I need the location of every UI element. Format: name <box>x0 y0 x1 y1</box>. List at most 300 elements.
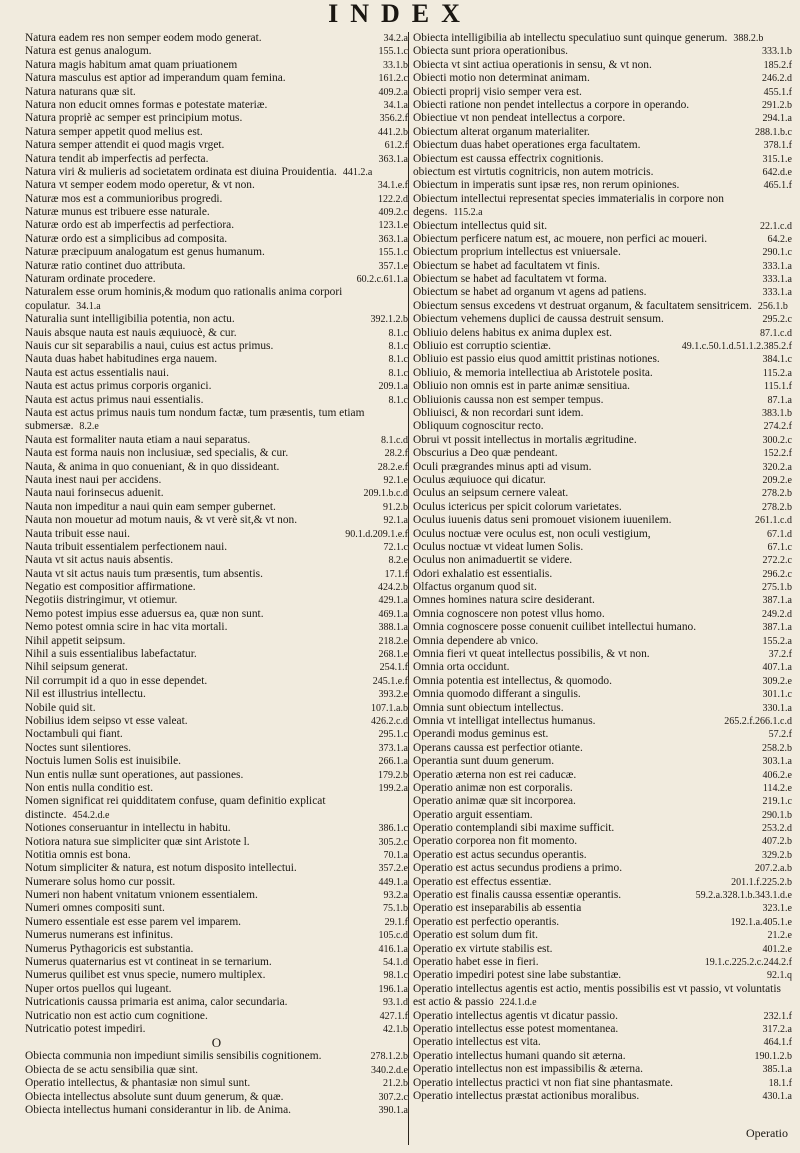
index-entry <box>25 675 408 688</box>
index-entry <box>413 1036 792 1049</box>
index-entry <box>413 394 792 407</box>
index-entry <box>413 661 792 674</box>
index-entry <box>413 112 792 125</box>
entry-reference: 123.1.e <box>378 220 408 232</box>
index-entry <box>413 300 792 313</box>
index-entry <box>25 782 408 795</box>
index-entry <box>413 407 792 420</box>
entry-term: Naturæ munus est tribuere esse naturale. <box>25 206 210 219</box>
entry-reference: 265.2.f.266.1.c.d <box>724 715 792 727</box>
entry-term: Nemo potest omnia scire in hac vita mortali. <box>25 621 228 634</box>
entry-term: Operatio habet esse in fieri. <box>412 956 539 968</box>
index-entry <box>413 822 792 835</box>
index-entry <box>25 541 408 554</box>
entry-reference: 385.1.a <box>762 1064 792 1076</box>
entry-reference: 105.c.d <box>378 930 408 942</box>
entry-term: Nil corrumpit id a quo in esse dependet. <box>25 674 208 687</box>
entry-term: Obiectum vehemens duplici de caussa destruit sensum. <box>412 313 664 326</box>
entry-term: Obiectum proprium intellectus est vniuersale. <box>412 246 621 259</box>
entry-term: Nuper ortos puellos qui lugeant. <box>25 982 172 995</box>
entry-reference: 98.1.c <box>383 970 408 982</box>
entry-term: Natura viri & mulieris ad societatem ordinata est diuina Prouidentia. <box>25 165 337 178</box>
entry-term: Notiones conseruantur in intellectu in habitu. <box>25 822 231 835</box>
index-entry <box>413 45 792 58</box>
entry-reference: 274.2.f <box>763 421 792 433</box>
entry-reference: 424.2.b <box>377 582 408 594</box>
entry-reference: 209.1.b.c.d <box>363 488 408 500</box>
index-entry <box>25 353 408 366</box>
index-entry <box>413 769 792 782</box>
index-entry <box>413 327 792 340</box>
entry-term: Odori exhalatio est essentialis. <box>412 567 553 580</box>
entry-reference: 107.1.a.b <box>371 702 408 714</box>
index-entry <box>413 1010 792 1023</box>
entry-reference: 340.2.d.e <box>371 1064 408 1076</box>
entry-reference: 21.2.b <box>382 1078 408 1090</box>
entry-reference: 409.2.a <box>378 86 408 98</box>
entry-reference: 93.2.a <box>383 890 408 902</box>
entry-reference: 209.1.a <box>378 381 408 393</box>
entry-reference: 272.2.c <box>762 555 792 567</box>
entry-reference: 201.1.f.225.2.b <box>731 876 792 888</box>
entry-reference: 28.2.e.f <box>377 461 408 473</box>
entry-reference: 307.2.c <box>378 1091 408 1103</box>
entry-reference: 29.1.f <box>384 916 408 928</box>
entry-term: Notitia omnis est bona. <box>25 848 131 861</box>
entry-reference: 373.1.a <box>378 742 408 754</box>
index-entry <box>25 380 408 393</box>
entry-reference: 301.1.c <box>762 689 792 701</box>
entry-term: Nauta non mouetur ad motum nauis, & vt verè sit,& vt non. <box>25 514 298 527</box>
entry-reference: 288.1.b.c <box>755 126 792 138</box>
entry-term: Obiecta intelligibilia ab intellectu speculatiuo sunt quinque generum. <box>412 32 728 44</box>
entry-reference: 455.1.f <box>763 86 792 98</box>
index-entry <box>413 929 792 942</box>
index-entry <box>413 1023 792 1036</box>
entry-reference: 386.1.c <box>378 823 408 835</box>
entry-reference: 320.2.a <box>762 461 792 473</box>
entry-reference: 49.1.c.50.1.d.51.1.2.385.2.f <box>681 341 792 353</box>
index-entry <box>413 487 792 500</box>
entry-term: Nihil appetit seipsum. <box>25 634 126 647</box>
entry-reference: 155.1.c <box>378 46 408 58</box>
index-entry <box>413 1063 792 1076</box>
entry-reference: 390.1.a <box>378 1104 408 1116</box>
entry-term: Operandi modus geminus est. <box>412 728 549 741</box>
entry-term: Numeri non habent vnitatum vnionem essentialem. <box>25 889 258 902</box>
entry-term: Obliquum cognoscitur recto. <box>412 420 544 433</box>
entry-reference: 115.2.a <box>762 367 792 379</box>
entry-term: Operatio est actus secundus prodiens a primo. <box>412 862 623 875</box>
entry-term: Obiectum se habet ad organum vt agens ad patiens. <box>412 286 647 299</box>
index-entry <box>25 836 408 849</box>
entry-reference: 33.1.b <box>382 59 408 71</box>
entry-term: Omnia potentia est intellectus, & quomodo. <box>412 674 612 687</box>
entry-reference: 258.2.b <box>762 742 792 754</box>
index-entry <box>413 728 792 741</box>
entry-term: Operatio arguit essentiam. <box>412 808 533 821</box>
entry-term: Numerus Pythagoricis est substantia. <box>25 942 194 955</box>
index-entry <box>413 313 792 326</box>
entry-reference: 28.2.f <box>384 448 408 460</box>
entry-reference: 93.1.d <box>382 997 408 1009</box>
entry-term: Obliuio est corruptio scientiæ. <box>412 340 551 353</box>
index-entry <box>413 983 792 1010</box>
index-entry <box>413 153 792 166</box>
entry-reference: 296.2.c <box>762 568 792 580</box>
entry-reference: 266.1.a <box>378 756 408 768</box>
index-entry <box>25 1050 408 1063</box>
entry-reference: 190.1.2.b <box>754 1050 792 1062</box>
entry-reference: 8.1.c <box>388 354 408 366</box>
entry-term: Numeri omnes compositi sunt. <box>25 902 165 915</box>
entry-reference: 401.2.e <box>762 943 792 955</box>
entry-reference: 407.2.b <box>762 836 792 848</box>
entry-term: Obliuionis caussa non est semper tempus. <box>412 393 604 406</box>
index-entry <box>25 367 408 380</box>
entry-term: Oculus ictericus per spicit colorum varietates. <box>412 500 622 513</box>
index-entry <box>413 447 792 460</box>
entry-reference: 268.1.e <box>378 649 408 661</box>
entry-term: Operantia sunt duum generum. <box>412 755 555 768</box>
entry-term: Obiecti proprij visio semper vera est. <box>412 85 582 98</box>
entry-reference: 315.1.e <box>762 153 792 165</box>
index-entry <box>413 836 792 849</box>
entry-term: Numero essentiale est esse parem vel imparem. <box>25 915 242 928</box>
index-entry <box>25 621 408 634</box>
entry-reference: 465.1.f <box>763 180 792 192</box>
entry-reference: 67.1.c <box>767 541 792 553</box>
entry-term: Natura naturans quæ sit. <box>25 85 136 98</box>
index-entry <box>25 273 408 286</box>
entry-term: Obliuio est passio eius quod amittit pristinas notiones. <box>412 353 660 366</box>
index-entry <box>25 112 408 125</box>
entry-term: Naturalia sunt intelligibilia potentia, non actu. <box>25 313 235 326</box>
entry-term: Omnia sunt obiectum intellectus. <box>412 701 564 714</box>
entry-reference: 305.2.c <box>378 836 408 848</box>
entry-reference: 18.1.f <box>768 1077 792 1089</box>
entry-reference: 75.1.b <box>382 903 408 915</box>
index-entry <box>413 594 792 607</box>
entry-term: Obiecta sunt priora operationibus. <box>412 45 568 58</box>
index-entry <box>25 916 408 929</box>
entry-term: Operatio est solum dum fit. <box>412 929 538 942</box>
index-entry <box>25 1010 408 1023</box>
index-entry <box>413 1050 792 1063</box>
entry-reference: 464.1.f <box>763 1037 792 1049</box>
entry-term: Obiectum est caussa effectrix cognitionis. <box>412 152 604 165</box>
entry-term: Operatio intellectus humani quando sit æterna. <box>412 1049 626 1062</box>
index-entry <box>25 769 408 782</box>
entry-term: Nobile quid sit. <box>25 701 96 714</box>
entry-reference: 209.2.e <box>762 474 792 486</box>
index-entry <box>25 702 408 715</box>
entry-reference: 407.1.a <box>762 662 792 674</box>
entry-reference: 34.1.e.f <box>377 180 408 192</box>
index-entry <box>25 635 408 648</box>
entry-term: Nauta est actus primus nauis tum nondum factæ, tum præsentis, tum etiam submersæ. <box>25 406 365 433</box>
entry-term: Naturæ ratio continet duo attributa. <box>25 259 186 272</box>
entry-term: Naturæ mos est a communioribus progredi. <box>25 192 223 205</box>
entry-reference: 72.1.c <box>383 541 408 553</box>
entry-reference: 454.2.d.e <box>72 809 110 821</box>
entry-reference: 357.1.e <box>378 260 408 272</box>
entry-reference: 224.1.d.e <box>499 997 537 1009</box>
index-entry <box>413 72 792 85</box>
index-entry <box>25 233 408 246</box>
index-entry <box>413 943 792 956</box>
index-entry <box>25 461 408 474</box>
entry-term: Natura vt semper eodem modo operetur, & vt non. <box>25 179 255 192</box>
entry-term: Operatio intellectus agentis est actio, mentis possibilis est vt passio, vt voluntatis est actio & passio <box>412 982 781 1009</box>
index-entry <box>25 1104 408 1117</box>
entry-reference: 384.1.c <box>762 354 792 366</box>
entry-term: Oculus noctuæ vt videat lumen Solis. <box>412 540 584 553</box>
entry-reference: 87.1.a <box>767 394 792 406</box>
index-entry <box>413 568 792 581</box>
index-entry <box>25 876 408 889</box>
entry-term: Nauta est actus primus corporis organici. <box>25 380 212 393</box>
index-entry <box>25 581 408 594</box>
entry-term: Obiectum alterat organum materialiter. <box>412 125 590 138</box>
entry-reference: 317.2.a <box>762 1023 792 1035</box>
entry-reference: 323.1.e <box>762 903 792 915</box>
entry-term: Natura semper attendit ei quod magis vrget. <box>25 139 225 152</box>
entry-reference: 155.1.c <box>378 247 408 259</box>
index-entry <box>413 969 792 982</box>
entry-term: Operatio est perfectio operantis. <box>412 915 560 928</box>
entry-term: Omnia cognoscere posse conuenit cuilibet intellectui humano. <box>412 621 697 634</box>
index-entry <box>413 420 792 433</box>
entry-term: Nauis cur sit separabilis a naui, cuius est actus primus. <box>25 340 274 353</box>
index-entry <box>25 219 408 232</box>
entry-reference: 185.2.f <box>763 59 792 71</box>
entry-reference: 303.1.a <box>762 756 792 768</box>
entry-reference: 114.2.e <box>762 782 792 794</box>
entry-reference: 8.1.c.d <box>381 434 408 446</box>
index-entry <box>413 956 792 969</box>
index-entry <box>25 969 408 982</box>
index-entry <box>413 139 792 152</box>
index-entry <box>413 795 792 808</box>
entry-term: Nil est illustrius intellectu. <box>25 688 146 701</box>
entry-term: Nihil a suis essentialibus labefactatur. <box>25 648 197 661</box>
entry-reference: 429.1.a <box>378 595 408 607</box>
index-entry <box>25 1091 408 1104</box>
index-entry <box>413 367 792 380</box>
entry-term: Obiectum sensus excedens vt destruat organum, & facultatem sensitricem. <box>412 299 752 312</box>
entry-term: Operatio contemplandi sibi maxime sufficit. <box>412 822 615 835</box>
index-entry <box>25 903 408 916</box>
entry-term: Noctes sunt silentiores. <box>25 741 131 754</box>
index-entry <box>413 59 792 72</box>
entry-reference: 363.1.a <box>378 153 408 165</box>
entry-reference: 392.1.2.b <box>370 314 408 326</box>
index-entry <box>25 1023 408 1036</box>
entry-reference: 67.1.d <box>767 528 792 540</box>
index-entry <box>25 755 408 768</box>
entry-reference: 330.1.a <box>762 702 792 714</box>
index-entry <box>25 688 408 701</box>
entry-term: Natura non educit omnes formas e potestate materiæ. <box>25 98 268 111</box>
index-entry <box>25 956 408 969</box>
entry-term: Operatio animæ non est corporalis. <box>412 781 573 794</box>
entry-term: Noctambuli qui fiant. <box>25 728 123 741</box>
entry-term: Oculus noctuæ vere oculus est, non oculi vestigium, <box>412 527 651 540</box>
entry-reference: 179.2.b <box>377 769 408 781</box>
index-entry <box>413 179 792 192</box>
entry-reference: 8.2.e <box>79 421 99 433</box>
entry-reference: 64.2.e <box>767 233 792 245</box>
index-entry <box>25 474 408 487</box>
index-entry <box>25 327 408 340</box>
entry-term: Operatio intellectus, & phantasiæ non simul sunt. <box>25 1077 251 1090</box>
entry-reference: 378.1.f <box>763 140 792 152</box>
index-entry <box>413 273 792 286</box>
index-entry <box>413 340 792 353</box>
entry-reference: 192.1.a.405.1.e <box>730 916 792 928</box>
index-entry <box>25 286 408 313</box>
index-entry <box>413 742 792 755</box>
index-entry <box>25 715 408 728</box>
entry-reference: 207.2.a.b <box>755 863 792 875</box>
index-entry <box>25 943 408 956</box>
entry-reference: 152.2.f <box>763 448 792 460</box>
entry-reference: 70.1.a <box>383 849 408 861</box>
index-entry <box>25 166 408 179</box>
index-entry <box>413 99 792 112</box>
catchword: Operatio <box>746 1126 788 1140</box>
entry-reference: 363.1.a <box>378 233 408 245</box>
index-entry <box>25 394 408 407</box>
index-entry <box>25 795 408 822</box>
running-head: INDEX <box>328 0 472 28</box>
entry-term: Operans caussa est perfectior otiante. <box>412 741 583 754</box>
index-entry <box>413 916 792 929</box>
entry-reference: 8.1.c <box>388 394 408 406</box>
index-entry <box>413 501 792 514</box>
index-entry <box>413 474 792 487</box>
entry-term: Obiecta vt sint actiua operationis in sensu, & vt non. <box>412 58 652 71</box>
entry-reference: 295.2.c <box>762 314 792 326</box>
entry-reference: 22.1.c.d <box>760 220 792 232</box>
index-entry <box>413 541 792 554</box>
index-entry <box>413 862 792 875</box>
entry-reference: 61.2.f <box>384 140 408 152</box>
entry-term: Naturæ præcipuum analogatum est genus humanum. <box>25 246 265 259</box>
index-entry <box>25 99 408 112</box>
entry-term: Operatio intellectus agentis vt dicatur passio. <box>412 1009 618 1022</box>
index-entry <box>25 86 408 99</box>
entry-reference: 278.2.b <box>762 501 792 513</box>
index-entry <box>413 126 792 139</box>
index-entry <box>25 862 408 875</box>
index-entry <box>25 608 408 621</box>
index-entry <box>25 179 408 192</box>
index-entry <box>413 782 792 795</box>
index-entry <box>413 702 792 715</box>
entry-reference: 290.1.b <box>762 809 792 821</box>
entry-term: Noctuis lumen Solis est inuisibile. <box>25 755 181 768</box>
index-entry <box>25 72 408 85</box>
entry-term: Operatio intellectus practici vt non fiat sine phantasmate. <box>412 1076 673 1089</box>
entry-reference: 92.1.a <box>383 515 408 527</box>
left-column <box>25 32 409 1145</box>
entry-reference: 34.2.a <box>383 32 408 44</box>
entry-reference: 246.2.d <box>762 73 792 85</box>
index-entry <box>25 514 408 527</box>
index-entry <box>25 568 408 581</box>
entry-term: Obiectum duas habet operationes erga facultatem. <box>412 139 641 152</box>
entry-term: Operatio est actus secundus operantis. <box>412 848 587 861</box>
entry-reference: 57.2.f <box>768 729 792 741</box>
entry-reference: 19.1.c.225.2.c.244.2.f <box>704 957 792 968</box>
entry-term: Obiecta intellectus humani considerantur in lib. de Anima. <box>25 1103 292 1116</box>
entry-term: Oculi prægrandes minus apti ad visum. <box>412 460 592 473</box>
entry-term: Nauta est actus primus naui essentialis. <box>25 393 204 406</box>
entry-term: Operatio est effectus essentiæ. <box>412 875 552 888</box>
entry-reference: 8.1.c <box>388 367 408 379</box>
entry-reference: 388.1.a <box>378 622 408 634</box>
entry-term: Obrui vt possit intellectus in mortalis ægritudine. <box>412 433 637 446</box>
entry-term: Nauis absque nauta est nauis æquiuocè, & cur. <box>25 326 237 339</box>
entry-term: Operatio intellectus præstat actionibus moralibus. <box>412 1089 640 1102</box>
index-entry <box>25 45 408 58</box>
index-entry <box>25 447 408 460</box>
entry-term: Numerus quilibet est vnus specie, numero multiplex. <box>25 969 266 982</box>
index-entry <box>25 407 408 434</box>
entry-term: Nauta vt sit actus nauis absentis. <box>25 554 174 567</box>
entry-reference: 427.1.f <box>379 1010 408 1022</box>
entry-term: Operatio intellectus est vita. <box>412 1036 541 1049</box>
entry-term: Nauta non impeditur a naui quin eam semper gubernet. <box>25 500 276 513</box>
index-entry <box>413 581 792 594</box>
entry-reference: 356.2.f <box>379 113 408 125</box>
entry-term: Operatio corporea non fit momento. <box>412 835 578 848</box>
entry-term: Nutricatio potest impediri. <box>25 1023 146 1035</box>
entry-reference: 278.1.2.b <box>370 1051 408 1063</box>
index-entry <box>25 32 408 45</box>
index-entry <box>25 487 408 500</box>
entry-term: Nihil seipsum generat. <box>25 661 128 674</box>
index-entry <box>25 996 408 1009</box>
entry-term: Oculus an seipsum cernere valeat. <box>412 487 569 500</box>
entry-reference: 275.1.b <box>762 582 792 594</box>
entry-term: Naturæ ordo est ab imperfectis ad perfectiora. <box>25 219 235 232</box>
entry-reference: 92.1.e <box>383 474 408 486</box>
index-entry <box>25 849 408 862</box>
entry-term: Operatio est inseparabilis ab essentia <box>412 902 582 915</box>
index-entry <box>413 849 792 862</box>
entry-term: Naturæ ordo est a simplicibus ad composita. <box>25 232 228 245</box>
index-entry <box>413 688 792 701</box>
index-entry <box>25 126 408 139</box>
entry-reference: 387.1.a <box>762 622 792 634</box>
entry-reference: 309.2.e <box>762 675 792 687</box>
entry-term: Obiectum se habet ad facultatem vt finis. <box>412 259 600 272</box>
entry-reference: 294.1.a <box>762 113 792 125</box>
entry-term: Operatio animæ quæ sit incorporea. <box>412 795 576 808</box>
index-entry <box>413 220 792 233</box>
index-entry <box>25 528 408 541</box>
entry-reference: 21.2.e <box>767 930 792 942</box>
entry-reference: 92.1.q <box>767 970 792 982</box>
index-entry <box>25 661 408 674</box>
entry-reference: 199.2.a <box>378 782 408 794</box>
entry-term: Numerare solus homo cur possit. <box>25 875 176 888</box>
entry-reference: 34.1.a <box>76 300 101 312</box>
entry-term: Negatio est compositior affirmatione. <box>25 581 196 594</box>
